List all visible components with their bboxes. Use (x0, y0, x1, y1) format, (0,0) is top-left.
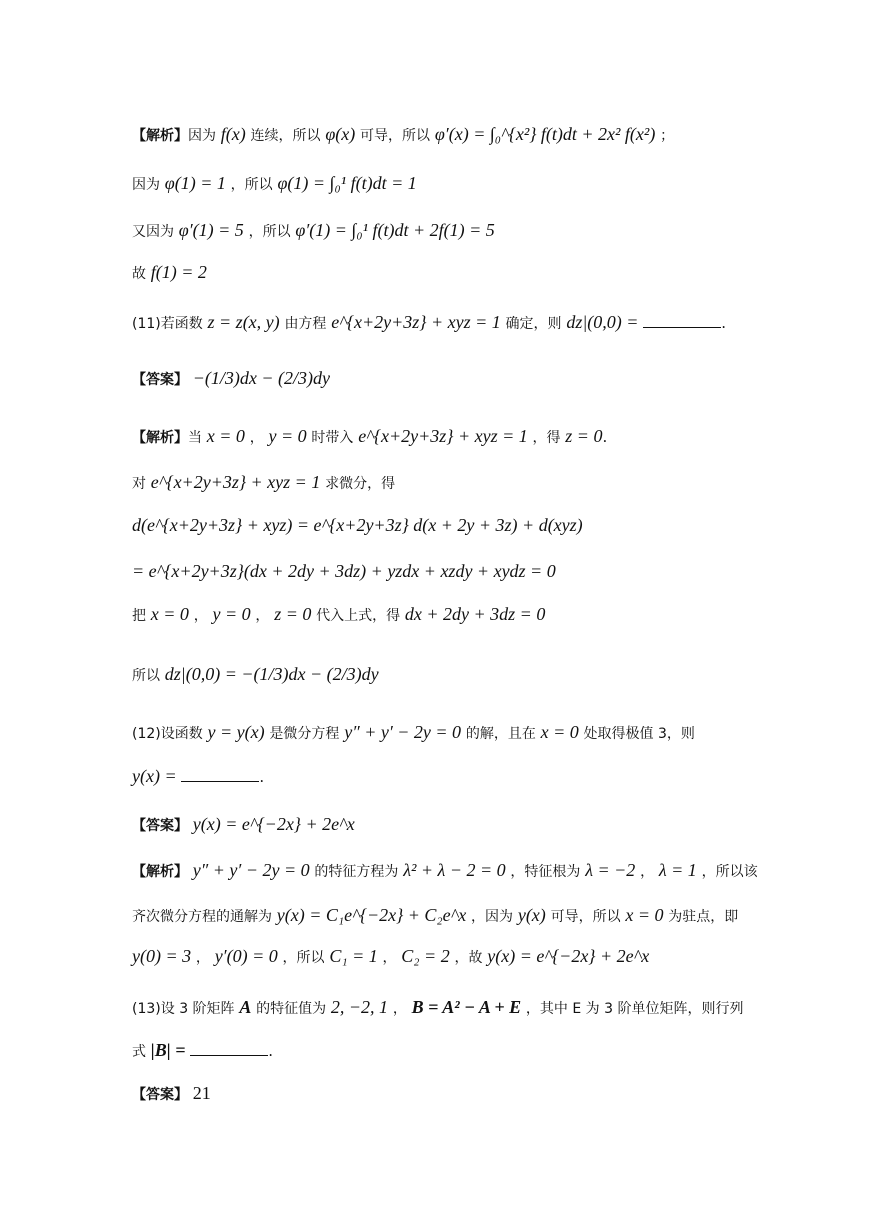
math: φ(1) = ∫₀¹ f(t)dt = 1 (277, 173, 417, 193)
question-13-blank-line: 式 |B| = . (132, 1040, 274, 1060)
math: φ(x) (325, 124, 356, 144)
math: y(x) = e^{−2x} + 2e^x (487, 946, 650, 966)
math: x = 0 (540, 722, 579, 742)
analysis-line-1: 【解析】因为 f(x) 连续，所以 φ(x) 可导，所以 φ′(x) = ∫₀^{x²} f(t)dt + 2x² f(x²) ； (132, 124, 675, 144)
math: y = 0 (268, 426, 307, 446)
math: B = A² − A + E (411, 997, 522, 1017)
answer-tag: 【答案】 (132, 818, 188, 834)
math: φ′(1) = ∫₀¹ f(t)dt + 2f(1) = 5 (295, 220, 495, 240)
math: y = 0 (212, 604, 251, 624)
text-line-4: 故 f(1) = 2 (132, 262, 207, 282)
text-line-2: 因为 φ(1) = 1 ，所以 φ(1) = ∫₀¹ f(t)dt = 1 (132, 173, 417, 193)
math: x = 0 (150, 604, 189, 624)
math: z = 0 (565, 426, 603, 446)
math: = e^{x+2y+3z}(dx + 2dy + 3dz) + yzdx + xzdy + xydz = 0 (132, 561, 556, 581)
math: |B| = (150, 1040, 186, 1060)
math: z = 0 (274, 604, 312, 624)
math: λ = −2 (585, 860, 636, 880)
answer-tag: 【答案】 (132, 1087, 188, 1103)
math: y(0) = 3 (132, 946, 192, 966)
answer-line-13 (132, 1083, 211, 1105)
math: φ(1) = 1 (164, 173, 226, 193)
math: e^{x+2y+3z} + xyz = 1 (150, 472, 321, 492)
math: y″ + y′ − 2y = 0 (344, 722, 462, 742)
question-13: (13)设 3 阶矩阵 A 的特征值为 2, −2, 1 ， B = A² − A + E ，其中 E 为 3 阶单位矩阵，则行列 (132, 997, 744, 1017)
text-line-12: 所以 dz|(0,0) = −(1/3)dx − (2/3)dy (132, 664, 379, 684)
analysis-tag: 【解析】 (132, 864, 188, 880)
answer-blank (643, 313, 721, 328)
math: x = 0 (625, 905, 664, 925)
math: f(x) (220, 124, 246, 144)
text-line-3: 又因为 φ′(1) = 5 ，所以 φ′(1) = ∫₀¹ f(t)dt + 2f(1) = 5 (132, 220, 495, 240)
math: φ′(1) = 5 (178, 220, 244, 240)
math: y(x) = (132, 766, 177, 786)
answer-line-11 (132, 368, 330, 390)
math: x = 0 (206, 426, 245, 446)
math: C₂ = 2 (401, 946, 450, 966)
math: y(x) = C₁e^{−2x} + C₂e^x (276, 905, 467, 925)
analysis-tag: 【解析】 (132, 128, 188, 144)
text-line-17: 齐次微分方程的通解为 y(x) = C₁e^{−2x} + C₂e^x ，因为 y(x) 可导，所以 x = 0 为驻点，即 (132, 905, 739, 925)
equation-line-10 (132, 561, 556, 582)
math: C₁ = 1 (329, 946, 378, 966)
analysis-line-12: 【解析】 y″ + y′ − 2y = 0 的特征方程为 λ² + λ − 2 = 0 ，特征根为 λ = −2 ， λ = 1 ，所以该 (132, 860, 758, 880)
math: λ = 1 (658, 860, 697, 880)
math: z = z(x, y) (207, 312, 280, 332)
math: 2, −2, 1 (330, 997, 389, 1017)
math: y′(0) = 0 (214, 946, 278, 966)
math: λ² + λ − 2 = 0 (403, 860, 506, 880)
math: y = y(x) (207, 722, 265, 742)
math: dx + 2dy + 3dz = 0 (404, 604, 546, 624)
answer-blank (181, 767, 259, 782)
math: e^{x+2y+3z} + xyz = 1 (331, 312, 501, 332)
math: y(x) (517, 905, 546, 925)
math: dz|(0,0) = (566, 312, 639, 332)
question-11: (11)若函数 z = z(x, y) 由方程 e^{x+2y+3z} + xyz = 1 确定，则 dz|(0,0) = . (132, 312, 726, 332)
math: φ′(x) = ∫₀^{x²} f(t)dt + 2x² f(x²) (434, 124, 656, 144)
math: −(1/3)dx − (2/3)dy (192, 368, 331, 388)
text-line-11: 把 x = 0 ， y = 0 ， z = 0 代入上式，得 dx + 2dy + 3dz = 0 (132, 604, 546, 624)
answer-tag: 【答案】 (132, 372, 188, 388)
answer-blank (190, 1041, 268, 1056)
equation-line-9 (132, 515, 583, 536)
text-line-18: y(0) = 3 ， y′(0) = 0 ，所以 C₁ = 1 ， C₂ = 2 ，故 y(x) = e^{−2x} + 2e^x (132, 946, 650, 966)
analysis-tag: 【解析】 (132, 430, 188, 446)
math: d(e^{x+2y+3z} + xyz) = e^{x+2y+3z} d(x + 2y + 3z) + d(xyz) (132, 515, 583, 535)
question-12: (12)设函数 y = y(x) 是微分方程 y″ + y′ − 2y = 0 的解，且在 x = 0 处取得极值 3，则 (132, 722, 695, 742)
answer-line-12 (132, 814, 355, 836)
math: y″ + y′ − 2y = 0 (192, 860, 310, 880)
answer-value: 21 (192, 1083, 211, 1103)
math: A (239, 997, 252, 1017)
math: f(1) = 2 (150, 262, 207, 282)
math: e^{x+2y+3z} + xyz = 1 (358, 426, 528, 446)
math: dz|(0,0) = −(1/3)dx − (2/3)dy (164, 664, 379, 684)
question-12-blank-line: y(x) = . (132, 766, 265, 786)
math: y(x) = e^{−2x} + 2e^x (192, 814, 355, 834)
analysis-line-11: 【解析】当 x = 0 ， y = 0 时带入 e^{x+2y+3z} + xyz = 1 ，得 z = 0. (132, 426, 608, 446)
text-line-8: 对 e^{x+2y+3z} + xyz = 1 求微分，得 (132, 472, 396, 492)
